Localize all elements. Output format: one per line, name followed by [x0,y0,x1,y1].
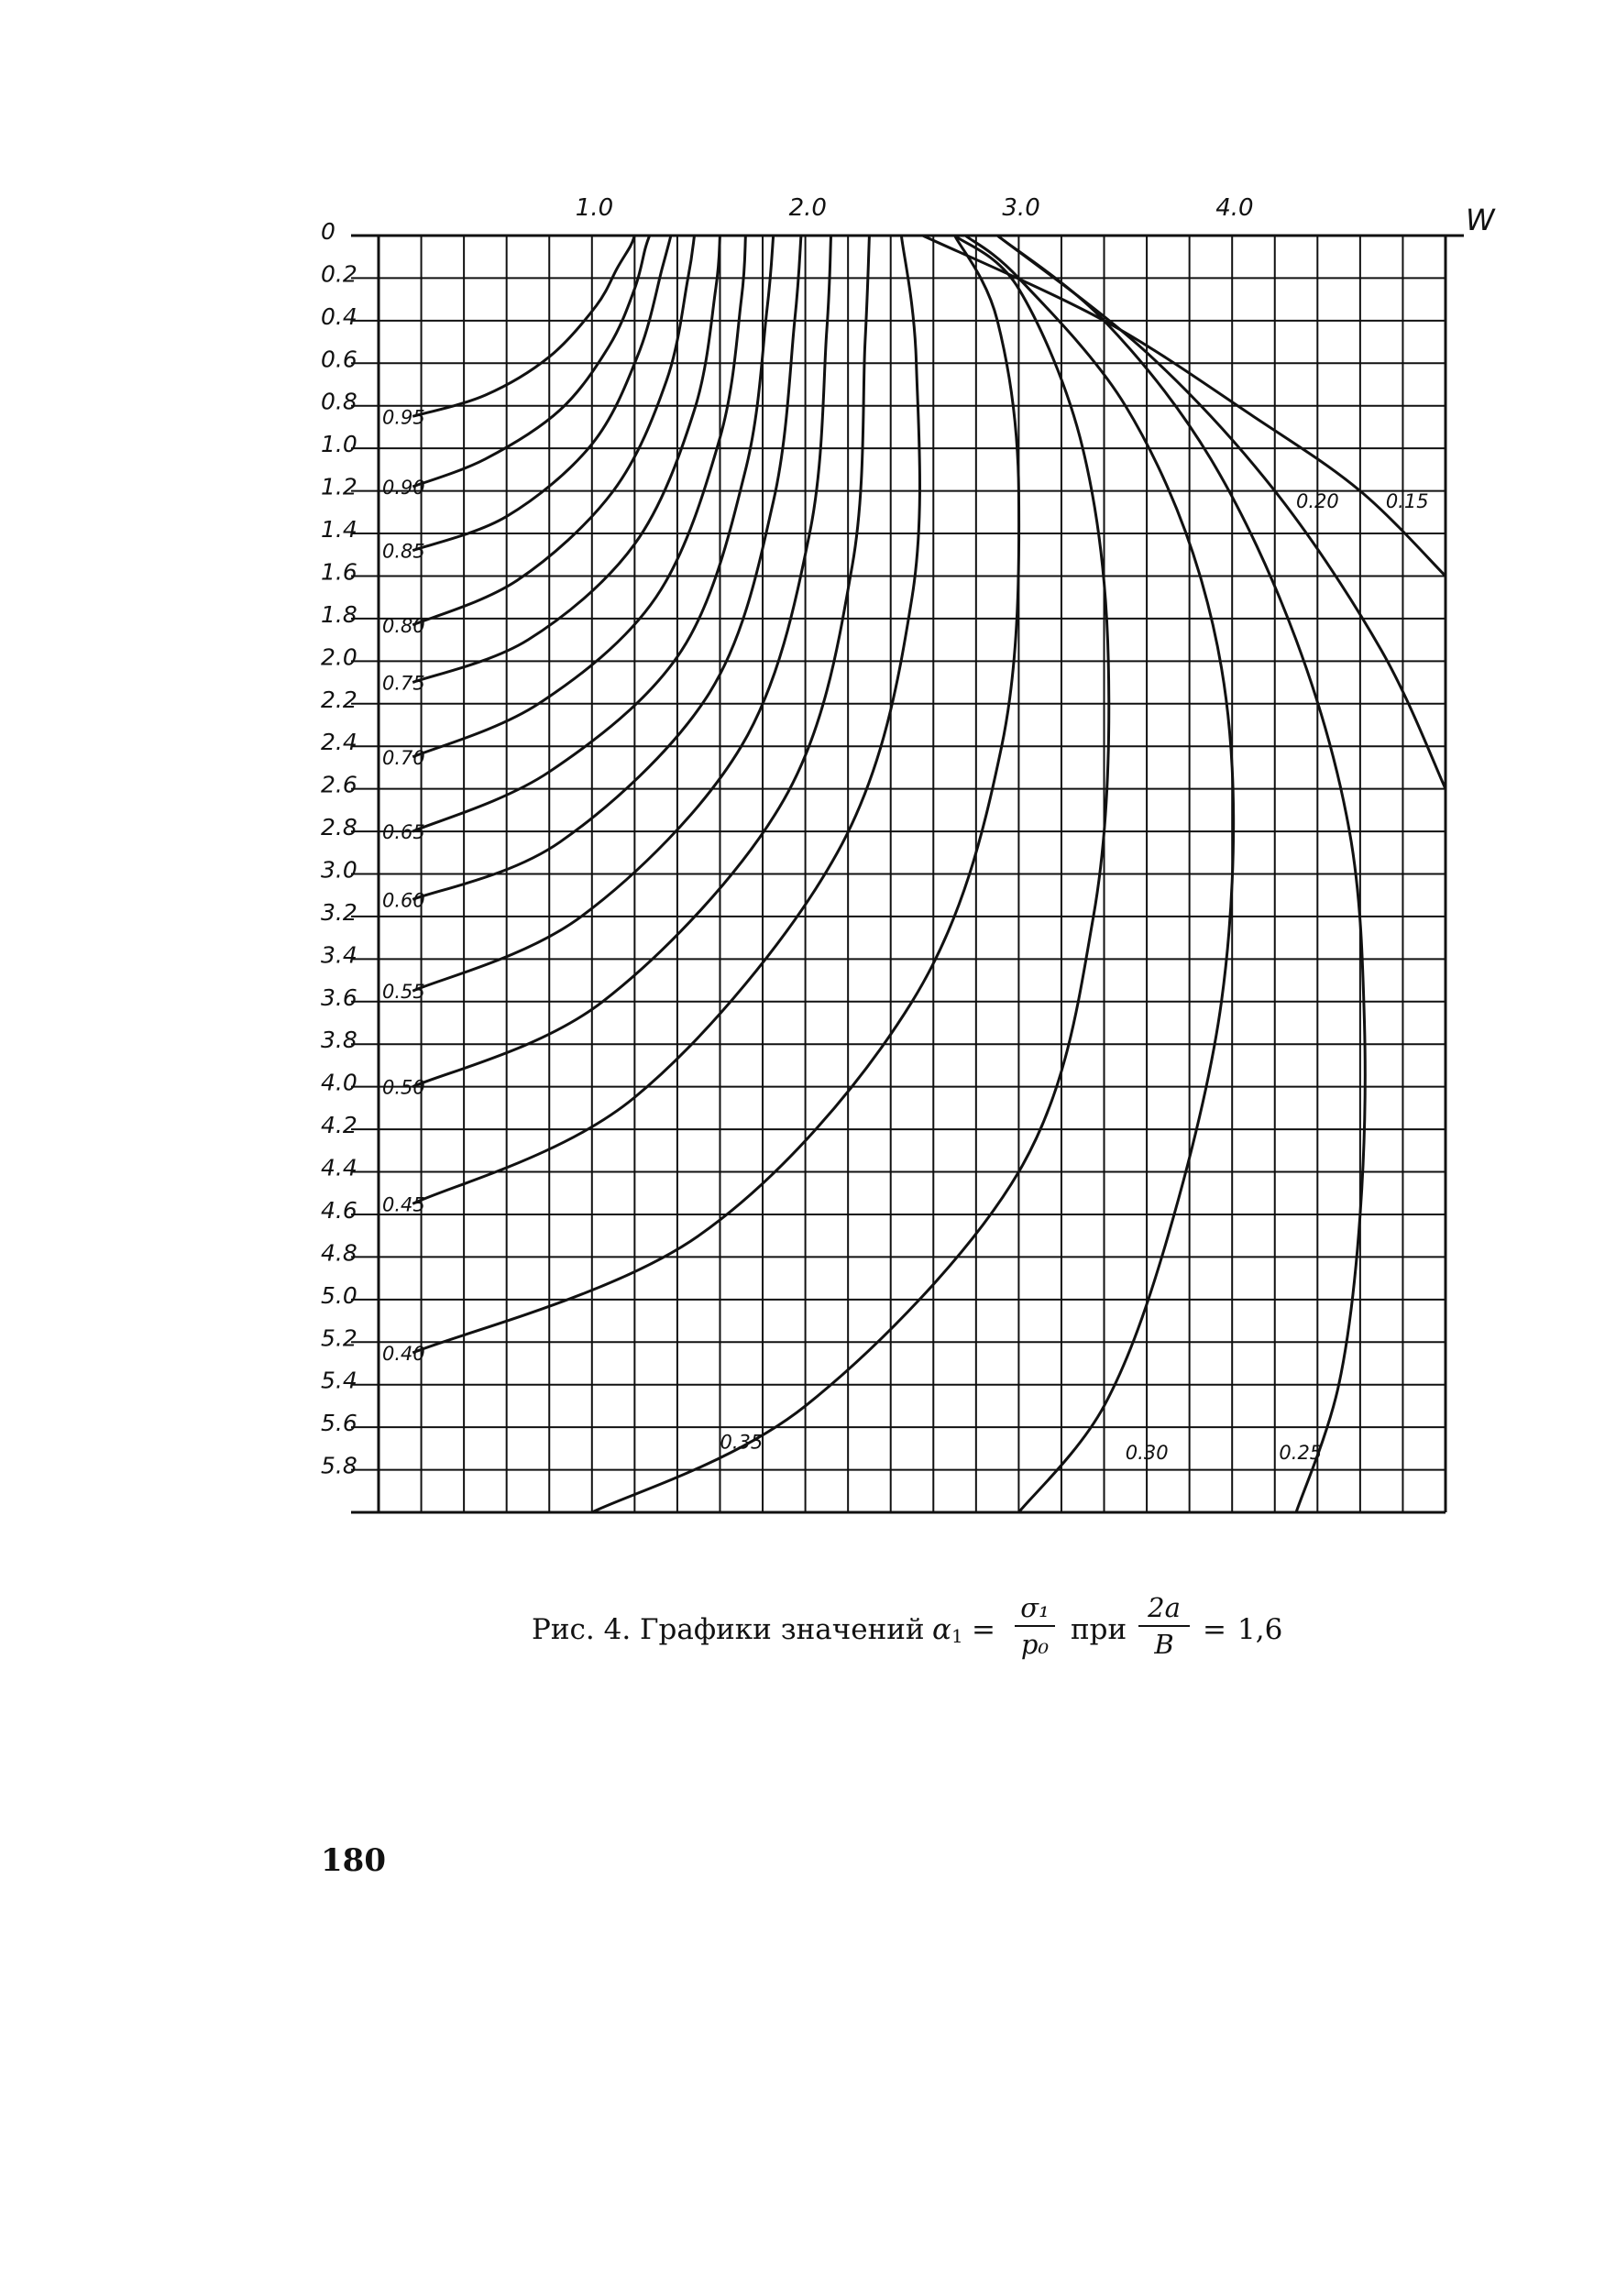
y-tick-label: 0.2 [321,260,357,288]
fraction-2-denominator: B [1154,1629,1174,1660]
curve-0-70 [412,236,745,757]
alpha-subscript: 1 [951,1625,963,1647]
fraction-1-numerator: σ₁ [1020,1592,1050,1623]
y-tick-label: 4.8 [321,1239,357,1267]
x-tick-label: 1.0 [575,194,614,222]
y-tick-label: 0.6 [321,346,357,373]
y-tick-label: 4.4 [321,1154,357,1181]
y-tick-label: 4.2 [321,1112,357,1139]
curve-label-0-75: 0.75 [382,672,425,695]
y-tick-label: 3.2 [321,898,357,926]
curve-label-0-50: 0.50 [382,1076,425,1099]
grid [351,236,1464,1512]
y-tick-label: 2.8 [321,814,357,841]
caption-connector: при [1071,1613,1127,1646]
curve-0-55 [412,236,830,991]
y-tick-label: 0 [321,218,335,245]
page-number: 180 [321,1842,386,1879]
curve-label-0-85: 0.85 [382,540,425,563]
y-tick-label: 5.2 [321,1324,357,1352]
curve-label-0-20: 0.20 [1296,490,1339,513]
curve-0-80 [412,236,694,625]
y-tick-label: 5.8 [321,1452,357,1479]
y-tick-label: 0.4 [321,302,357,330]
x-axis-label: W [1466,203,1495,237]
y-tick-label: 3.0 [321,856,357,884]
y-tick-label: 3.4 [321,941,357,969]
curve-label-0-65: 0.65 [382,821,425,844]
figure-caption [532,1590,1357,1691]
curve-label-0-60: 0.60 [382,889,425,912]
fraction-sigma-over-p [1015,1590,1055,1662]
curve-label-0-55: 0.55 [382,981,425,1004]
curve-label-0-90: 0.90 [382,476,425,499]
y-tick-label: 3.6 [321,983,357,1011]
curve-label-0-80: 0.80 [382,614,425,637]
curve-0-75 [412,236,720,683]
fraction-2-numerator: 2a [1148,1592,1181,1623]
curve-label-0-45: 0.45 [382,1193,425,1216]
y-tick-label: 2.4 [321,729,357,756]
y-tick-label: 1.6 [321,558,357,586]
y-tick-label: 1.4 [321,516,357,544]
curve-label-0-70: 0.70 [382,746,425,769]
y-tick-label: 0.8 [321,388,357,415]
curve-0-20 [997,236,1446,789]
y-tick-label: 5.0 [321,1281,357,1309]
y-tick-label: 5.4 [321,1367,357,1394]
curve-label-0-40: 0.40 [382,1342,425,1365]
curve-0-95 [412,236,634,416]
curve-0-40 [412,236,1018,1353]
y-tick-label: 1.0 [321,431,357,458]
alpha-symbol: α [932,1613,951,1646]
x-tick-label: 2.0 [788,194,827,222]
curve-label-0-15: 0.15 [1385,490,1429,513]
curve-0-60 [412,236,801,899]
curve-0-85 [412,236,671,551]
ratio-value: 1,6 [1237,1613,1283,1646]
y-tick-label: 1.2 [321,473,357,500]
x-tick-labels [576,194,1254,222]
y-tick-label: 4.6 [321,1196,357,1224]
equals-sign-1: = [972,1613,995,1646]
y-tick-label: 1.8 [321,600,357,628]
fraction-2a-over-b [1138,1590,1190,1662]
curve-label-0-95: 0.95 [382,406,425,429]
x-tick-label: 4.0 [1215,194,1254,222]
y-tick-label: 2.0 [321,643,357,671]
x-tick-label: 3.0 [1002,194,1040,222]
y-tick-label: 2.6 [321,771,357,798]
y-tick-label: 2.2 [321,686,357,713]
curve-label-0-30: 0.30 [1125,1441,1169,1464]
equals-sign-2: = [1203,1613,1226,1646]
curve-label-0-35: 0.35 [720,1431,764,1454]
y-tick-labels [321,218,357,1479]
caption-prefix: Рис. 4. Графики значений [532,1613,925,1646]
y-tick-label: 4.0 [321,1069,357,1096]
fraction-1-denominator: p₀ [1020,1629,1050,1660]
curve-label-0-25: 0.25 [1279,1441,1323,1464]
y-tick-label: 3.8 [321,1027,357,1054]
y-tick-label: 5.6 [321,1410,357,1437]
